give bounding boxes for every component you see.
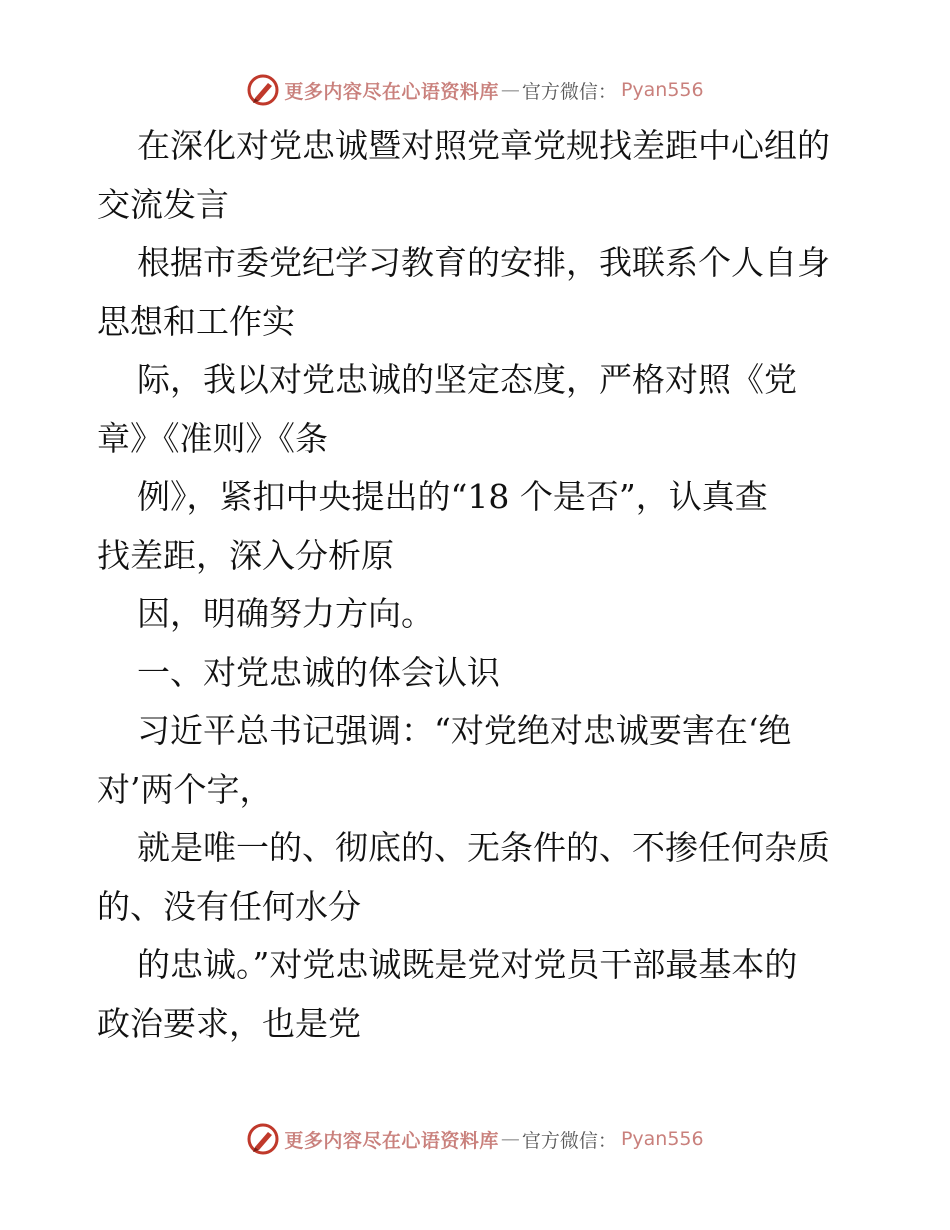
text-line: 的忠诚。”对党忠诚既是党对党员干部最基本的 [137, 945, 798, 984]
text-line: 习近平总书记强调：“对党绝对忠诚要害在‘绝 [137, 711, 792, 750]
banner-dash: — [500, 1128, 520, 1150]
text-line: 一、对党忠诚的体会认识 [137, 652, 500, 692]
wechat-label: 官方微信： [521, 1129, 617, 1152]
text-line: 思想和工作实 [97, 301, 295, 341]
text-line: 对’两个字， [97, 769, 273, 809]
wechat-label: 官方微信： [521, 80, 617, 103]
text-line: 就是唯一的、彻底的、无条件的、不掺任何杂质 [137, 828, 830, 867]
footer-banner [0, 1119, 950, 1159]
brand-text: 更多内容尽在心语资料库 [284, 1129, 499, 1152]
header-banner [0, 70, 950, 110]
text-line: 例》，紧扣中央提出的“18 个是否”，认真查 [137, 477, 768, 516]
wechat-id: Pyan556 [620, 79, 704, 101]
banner-dash: — [500, 79, 520, 101]
text-line: 找差距，深入分析原 [97, 535, 394, 575]
pen-logo-icon [246, 1122, 280, 1156]
text-line: 交流发言 [97, 184, 229, 224]
text-line: 根据市委党纪学习教育的安排，我联系个人自身 [137, 243, 830, 282]
text-line: 章》《准则》《条 [97, 418, 328, 458]
text-line: 际，我以对党忠诚的坚定态度，严格对照《党 [137, 360, 797, 399]
text-line: 因，明确努力方向。 [137, 594, 434, 633]
pen-logo-icon [246, 73, 280, 107]
text-line: 政治要求，也是党 [97, 1003, 361, 1043]
brand-text: 更多内容尽在心语资料库 [284, 80, 499, 103]
text-line: 在深化对党忠诚暨对照党章党规找差距中心组的 [137, 126, 830, 165]
document-body [97, 117, 857, 1053]
wechat-id: Pyan556 [620, 1128, 704, 1150]
text-line: 的、没有任何水分 [97, 886, 361, 926]
